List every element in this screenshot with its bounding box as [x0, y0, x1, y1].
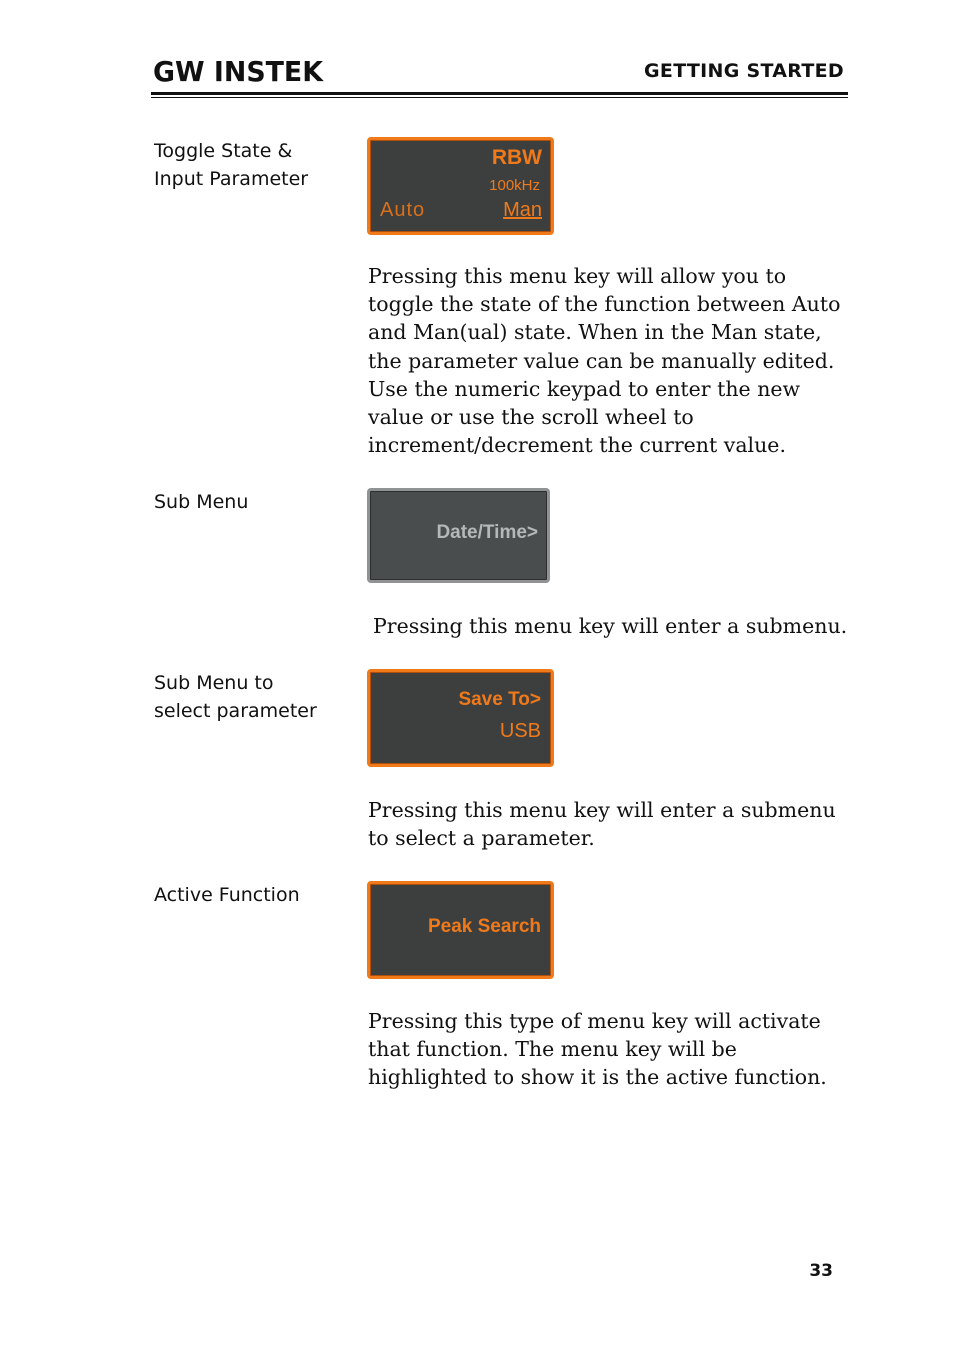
- sub-menu-description: Pressing this menu key will enter a submenu.: [373, 614, 848, 638]
- active-function-label: [154, 881, 300, 909]
- date-time-key-title: Date/Time>: [436, 522, 538, 543]
- sub-menu-select-description: Pressing this menu key will enter a submenu to select a parameter.: [368, 798, 836, 851]
- rbw-menu-key[interactable]: [367, 137, 554, 235]
- label-line: Sub Menu: [154, 491, 249, 513]
- peak-search-key-title: Peak Search: [427, 916, 541, 937]
- header-rule-thin: [151, 97, 848, 98]
- rbw-key-value: 100kHz: [489, 177, 540, 194]
- save-to-key-title: Save To>: [458, 689, 541, 710]
- sub-menu-select-label: [154, 669, 317, 725]
- sub-menu-label: [154, 488, 248, 516]
- header-rule-thick: [151, 92, 848, 95]
- label-line: select parameter: [154, 700, 317, 722]
- rbw-auto-option: Auto: [380, 199, 426, 221]
- label-line: Toggle State &: [154, 140, 293, 162]
- rbw-key-title: RBW: [491, 146, 542, 169]
- peak-search-menu-key[interactable]: [367, 881, 554, 979]
- label-line: Sub Menu to: [154, 672, 274, 694]
- label-line: Input Parameter: [154, 168, 309, 190]
- save-to-key-value: USB: [499, 720, 541, 742]
- label-line: Active Function: [154, 884, 300, 906]
- page-number: 33: [809, 1261, 833, 1281]
- logo-text: GW INSTEK: [153, 56, 325, 84]
- section-title: GETTING STARTED: [644, 60, 844, 82]
- toggle-state-label: [154, 137, 308, 193]
- rbw-man-option: Man: [503, 199, 542, 221]
- toggle-state-description: Pressing this menu key will allow you to toggle the state of the function between Auto and Man(ual) state. When in the Man state, the parameter value can be manually edited. Use the numeric keypad to enter the new value or use the scroll wheel to increment/decrement the current value.: [368, 264, 841, 458]
- active-function-description: Pressing this type of menu key will activate that function. The menu key will be highlighted to show it is the active function.: [368, 1009, 827, 1090]
- date-time-menu-key[interactable]: [367, 488, 550, 583]
- save-to-menu-key[interactable]: [367, 669, 554, 767]
- gw-instek-logo: [153, 56, 325, 84]
